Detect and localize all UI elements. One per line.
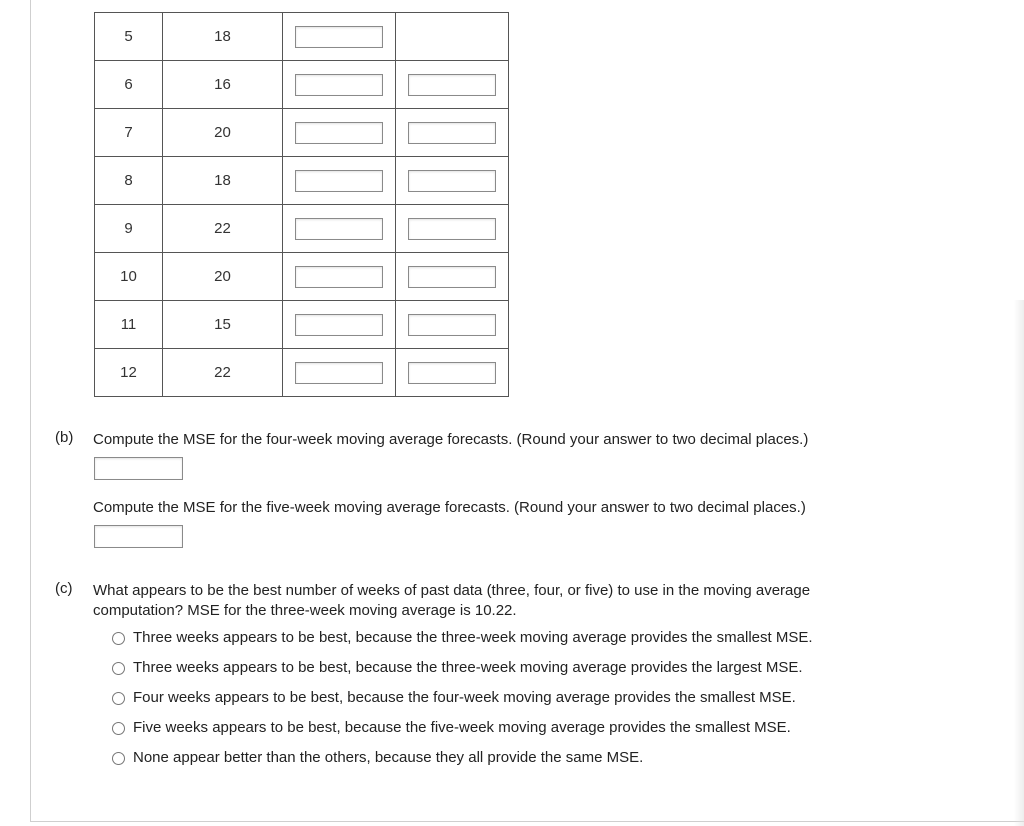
five-week-cell xyxy=(396,253,509,301)
table-row xyxy=(95,253,509,301)
radio-button[interactable] xyxy=(112,662,125,675)
value-cell: 22 xyxy=(163,205,283,253)
value-cell: 20 xyxy=(163,253,283,301)
option-five-weeks-smallest[interactable] xyxy=(112,718,791,738)
part-b-question-four-week: Compute the MSE for the four-week moving average forecasts. (Round your answer to two decimal places.) xyxy=(93,431,809,448)
week-cell: 11 xyxy=(95,301,163,349)
four-week-cell xyxy=(283,253,396,301)
value-cell: 20 xyxy=(163,109,283,157)
four-week-cell xyxy=(283,349,396,397)
five-week-cell xyxy=(396,301,509,349)
option-label: Five weeks appears to be best, because the five-week moving average provides the smallest MSE. xyxy=(133,719,791,736)
five-week-forecast-input[interactable] xyxy=(408,122,496,144)
table-row xyxy=(95,349,509,397)
four-week-cell xyxy=(283,13,396,61)
option-label: Three weeks appears to be best, because the three-week moving average provides the smallest MSE. xyxy=(133,629,813,646)
radio-button[interactable] xyxy=(112,722,125,735)
week-cell: 12 xyxy=(95,349,163,397)
part-c-question-line2: computation? MSE for the three-week moving average is 10.22. xyxy=(93,602,517,619)
option-label: Three weeks appears to be best, because the three-week moving average provides the largest MSE. xyxy=(133,659,803,676)
five-week-cell xyxy=(396,349,509,397)
radio-button[interactable] xyxy=(112,752,125,765)
week-cell: 8 xyxy=(95,157,163,205)
value-cell: 22 xyxy=(163,349,283,397)
forecast-table xyxy=(94,12,509,397)
value-cell: 18 xyxy=(163,157,283,205)
four-week-forecast-input[interactable] xyxy=(295,74,383,96)
part-b-label: (b) xyxy=(55,429,74,446)
five-week-forecast-input[interactable] xyxy=(408,218,496,240)
four-week-forecast-input[interactable] xyxy=(295,170,383,192)
option-three-weeks-smallest[interactable] xyxy=(112,628,813,648)
week-cell: 9 xyxy=(95,205,163,253)
four-week-cell xyxy=(283,157,396,205)
mse-five-week-input[interactable] xyxy=(94,525,183,548)
table-row xyxy=(95,109,509,157)
part-c-question-line1: What appears to be the best number of weeks of past data (three, four, or five) to use in the moving average xyxy=(93,582,811,599)
five-week-cell xyxy=(396,109,509,157)
five-week-cell xyxy=(396,205,509,253)
option-none-better[interactable] xyxy=(112,748,643,768)
value-cell: 15 xyxy=(163,301,283,349)
option-label: Four weeks appears to be best, because the four-week moving average provides the smallest MSE. xyxy=(133,689,796,706)
week-cell: 10 xyxy=(95,253,163,301)
option-label: None appear better than the others, because they all provide the same MSE. xyxy=(133,749,644,766)
four-week-forecast-input[interactable] xyxy=(295,26,383,48)
week-cell: 6 xyxy=(95,61,163,109)
five-week-forecast-input[interactable] xyxy=(408,266,496,288)
five-week-cell xyxy=(396,157,509,205)
four-week-cell xyxy=(283,61,396,109)
table-row xyxy=(95,157,509,205)
five-week-cell xyxy=(396,13,509,61)
radio-button[interactable] xyxy=(112,632,125,645)
four-week-cell xyxy=(283,205,396,253)
scroll-shadow xyxy=(1014,300,1024,826)
four-week-cell xyxy=(283,301,396,349)
table-row xyxy=(95,301,509,349)
value-cell: 16 xyxy=(163,61,283,109)
value-cell: 18 xyxy=(163,13,283,61)
table-row xyxy=(95,13,509,61)
week-cell: 5 xyxy=(95,13,163,61)
week-cell: 7 xyxy=(95,109,163,157)
radio-button[interactable] xyxy=(112,692,125,705)
four-week-forecast-input[interactable] xyxy=(295,218,383,240)
five-week-cell xyxy=(396,61,509,109)
five-week-forecast-input[interactable] xyxy=(408,170,496,192)
table-row xyxy=(95,205,509,253)
four-week-forecast-input[interactable] xyxy=(295,122,383,144)
four-week-forecast-input[interactable] xyxy=(295,362,383,384)
option-four-weeks-smallest[interactable] xyxy=(112,688,796,708)
option-three-weeks-largest[interactable] xyxy=(112,658,803,678)
five-week-forecast-input[interactable] xyxy=(408,314,496,336)
five-week-forecast-input[interactable] xyxy=(408,74,496,96)
mse-four-week-input[interactable] xyxy=(94,457,183,480)
part-c-label: (c) xyxy=(55,580,73,597)
part-b-question-five-week: Compute the MSE for the five-week moving average forecasts. (Round your answer to two decimal places.) xyxy=(93,499,806,516)
four-week-forecast-input[interactable] xyxy=(295,314,383,336)
table-row xyxy=(95,61,509,109)
four-week-forecast-input[interactable] xyxy=(295,266,383,288)
five-week-forecast-input[interactable] xyxy=(408,362,496,384)
four-week-cell xyxy=(283,109,396,157)
